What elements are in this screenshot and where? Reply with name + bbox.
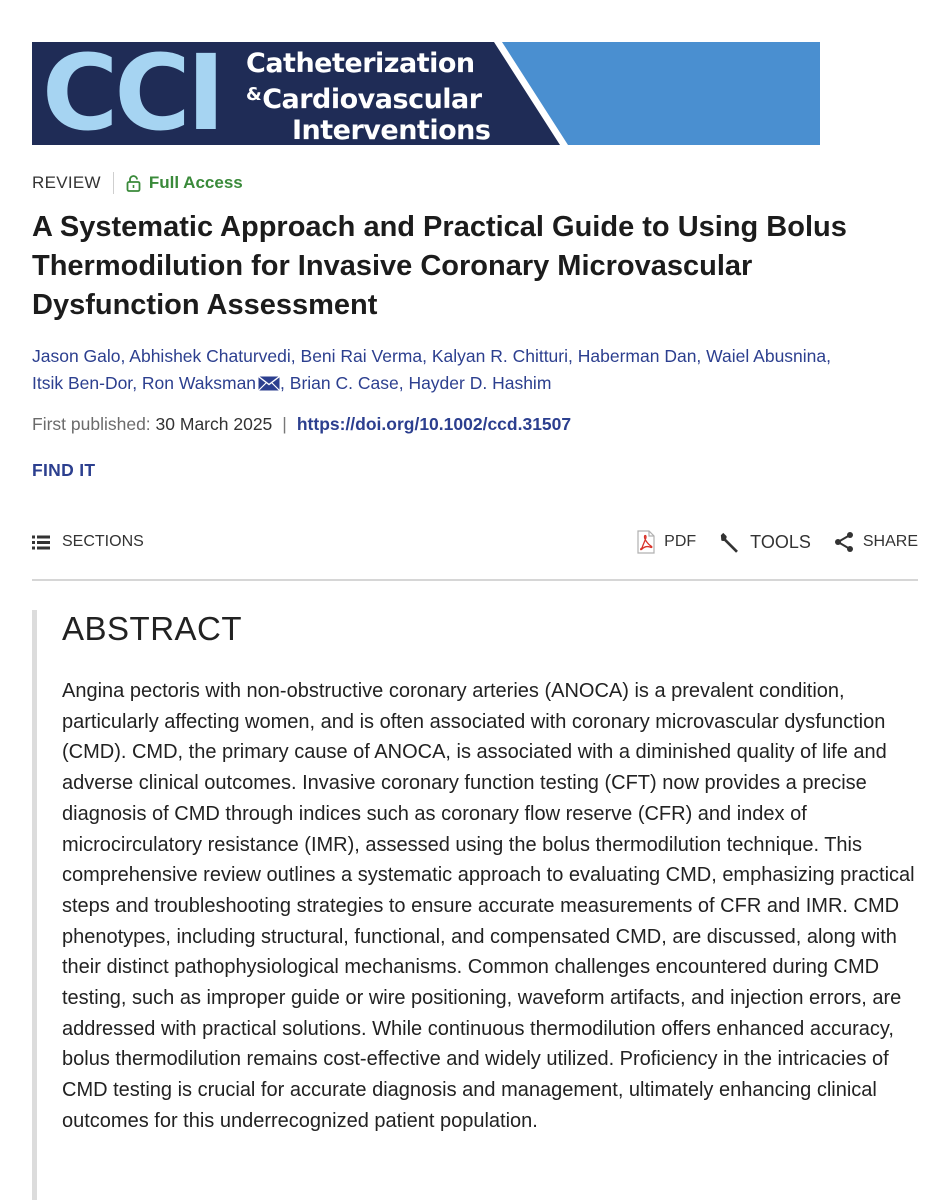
journal-name-line2: Cardiovascular bbox=[262, 84, 482, 115]
journal-name bbox=[246, 48, 490, 145]
author-link[interactable]: Jason Galo bbox=[32, 346, 121, 366]
envelope-icon[interactable] bbox=[258, 376, 280, 391]
share-icon bbox=[833, 531, 855, 553]
author-link[interactable]: Itsik Ben-Dor bbox=[32, 373, 133, 393]
author-link[interactable]: Haberman Dan bbox=[577, 346, 697, 366]
meta-divider bbox=[113, 172, 114, 194]
publish-date: 30 March 2025 bbox=[155, 414, 273, 434]
article-meta-row bbox=[32, 171, 243, 195]
doi-link[interactable]: https://doi.org/10.1002/ccd.31507 bbox=[296, 414, 572, 434]
pdf-button[interactable] bbox=[636, 530, 696, 554]
first-published-label: First published: bbox=[32, 414, 151, 434]
author-link[interactable]: Kalyan R. Chitturi bbox=[431, 346, 569, 366]
author-link[interactable]: Waiel Abusnina bbox=[706, 346, 827, 366]
tools-label: TOOLS bbox=[750, 531, 811, 552]
abstract-text: Angina pectoris with non-obstructive coronary arteries (ANOCA) is a prevalent condition, particularly affecting women, and is often associated with coronary microvascular dysfunction (CMD). CMD, the primary cause of ANOCA, is associated with a diminished quality of life and adverse clinical outcomes. Invasive coronary function testing (CFT) now provides a precise diagnosis of CMD through indices such as coronary flow reserve (CFR) and index of microcirculatory resistance (IMR), assessed using the bolus thermodilution technique. This comprehensive review outlines a systematic approach to evaluating CMD, emphasizing practical steps and troubleshooting strategies to ensure accurate measurements of CFR and IMR. CMD phenotypes, including structural, functional, and compensated CMD, are discussed, along with their distinct pathophysiological mechanisms. Common challenges encountered during CMD testing, such as improper guide or wire positioning, waveform artifacts, and injection errors, are addressed with practical solutions. While continuous thermodilution offers enhanced accuracy, bolus thermodilution remains cost-effective and widely utilized. Proficiency in the intricacies of CMD testing is crucial for accurate diagnosis and management, ultimately enhancing clinical outcomes for this underrecognized patient population. bbox=[62, 680, 915, 1132]
pdf-file-icon bbox=[636, 530, 656, 554]
author-link[interactable]: Hayder D. Hashim bbox=[408, 373, 552, 393]
author-link[interactable]: Abhishek Chaturvedi bbox=[129, 346, 291, 366]
author-link[interactable]: Ron Waksman bbox=[141, 373, 257, 393]
sections-label: SECTIONS bbox=[62, 533, 144, 550]
tools-button[interactable] bbox=[718, 530, 811, 554]
journal-name-line1: Catheterization bbox=[246, 48, 475, 79]
pub-separator: | bbox=[282, 414, 287, 434]
author-list: Jason Galo, Abhishek Chaturvedi, Beni Rai Verma, Kalyan R. Chitturi, Haberman Dan, Waiel Abusnina, Itsik Ben-Dor, Ron Waksman , Brian C. Case, Hayder D. Hashim bbox=[32, 346, 832, 393]
list-icon bbox=[32, 535, 50, 550]
author-link[interactable]: Beni Rai Verma bbox=[300, 346, 423, 366]
abstract-heading: ABSTRACT bbox=[62, 610, 243, 647]
wrench-icon bbox=[718, 530, 742, 554]
pdf-label: PDF bbox=[664, 533, 697, 550]
lock-open-icon bbox=[126, 175, 141, 192]
abstract-section bbox=[32, 610, 927, 1200]
access-label: Full Access bbox=[148, 173, 243, 192]
article-title: A Systematic Approach and Practical Guide to Using Bolus Thermodilution for Invasive Coronary Microvascular Dysfunction Assessment bbox=[32, 211, 847, 321]
article-type: REVIEW bbox=[32, 173, 101, 192]
journal-logo: CCI bbox=[42, 42, 222, 145]
journal-name-line3: Interventions bbox=[292, 115, 491, 145]
article-toolbar bbox=[32, 530, 918, 560]
toolbar-divider bbox=[32, 579, 918, 581]
access-badge bbox=[126, 173, 243, 193]
author-link[interactable]: Brian C. Case bbox=[289, 373, 399, 393]
journal-banner[interactable] bbox=[32, 42, 820, 145]
find-it-link[interactable]: FIND IT bbox=[32, 460, 96, 480]
journal-name-amp: & bbox=[246, 84, 262, 105]
share-label: SHARE bbox=[862, 533, 918, 550]
sections-button[interactable] bbox=[32, 533, 144, 551]
publication-info bbox=[32, 414, 571, 435]
share-button[interactable] bbox=[833, 531, 918, 553]
